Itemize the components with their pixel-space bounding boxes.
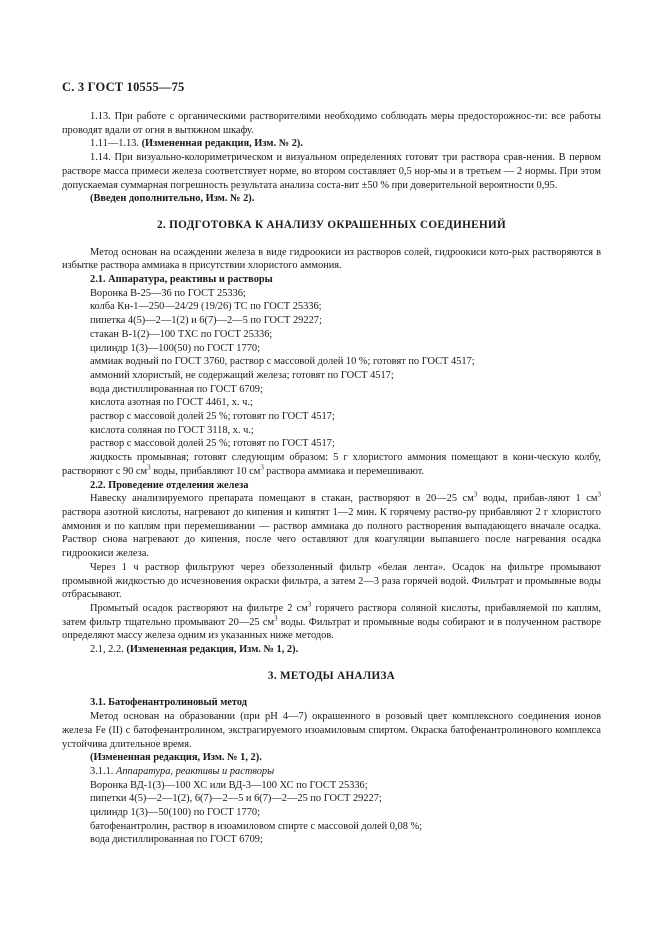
section-2-intro: Метод основан на осаждении железа в виде гидроокиси из растворов солей, гидроокиси кото-рых растворяются в избытке раствора аммиака в присутствии хлористого аммония. [62, 246, 601, 272]
list-item: пипетка 4(5)—2—1(2) и 6(7)—2—5 по ГОСТ 29227; [90, 315, 322, 327]
paragraph-1-14: 1.14. При визуально-колориметрическом и визуальном определениях готовят три раствора срав-нения. В первом растворе масса примеси железа соответствует норме, во втором составляет 0,5 нор-мы и в третьем — 2 нормы. При этом допускаемая суммарная погрешность результата анализа соста-вит ±50 % при доверительной вероятности 0,95. [62, 152, 601, 191]
paragraph-2-2-a: Навеску анализируемого препарата помещают в стакан, растворяют в 20—25 $см^3$ воды, прибав-ляют 1 $см^3$ раствора азотной кислоты, нагревают до кипения и кипятят 1—2 мин. К горячему раство-ру прибавляют 2 г хлористого аммония и по каплям при перемешивании — раствор аммиака до полного растворения выпадающего вначале осадка. Раствор снова нагревают до кипения, после чего оставляют для коагуляции выпавшего после нагревания осадка гидроокиси железа. [62, 490, 601, 560]
list-item: вода дистиллированная по ГОСТ 6709; [90, 383, 263, 395]
page-header: С. 3 ГОСТ 10555—75 [62, 80, 185, 94]
subsection-3-1-title: 3.1. Батофенантролиновый метод [90, 697, 248, 709]
list-item: раствор с массовой долей 25 %; готовят по ГОСТ 4517; [90, 411, 335, 423]
list-item: колба Кн-1—250—24/29 (19/26) ТС по ГОСТ 25336; [90, 301, 322, 313]
list-item: цилиндр 1(3)—100(50) по ГОСТ 1770; [90, 342, 260, 354]
list-item: Воронка ВД-1(3)—100 ХС или ВД-3—100 ХС по ГОСТ 25336; [90, 779, 368, 791]
list-item: аммиак водный по ГОСТ 3760, раствор с массовой долей 10 %; готовят по ГОСТ 4517; [90, 356, 475, 368]
added-note-1-14: (Введен дополнительно, Изм. № 2). [90, 193, 255, 205]
list-item: раствор с массовой долей 25 %; готовят по ГОСТ 4517; [90, 438, 335, 450]
list-item: цилиндр 1(3)—50(100) по ГОСТ 1770; [90, 807, 260, 819]
subsection-2-2-title: 2.2. Проведение отделения железа [90, 479, 249, 491]
paragraph-2-2-b: Через 1 ч раствор фильтруют через обеззоленный фильтр «белая лента». Осадок на фильтре промывают промывной жидкостью до исчезновения окраски фильтра, а затем 2—3 раза горячей водой. Фильтрат и промывные воды отбрасывают. [62, 561, 601, 601]
section-3-1-intro: Метод основан на образовании (при pH 4—7) окрашенного в розовый цвет комплексного соединения ионов железа Fe (II) с батофенантролином, экстрагируемого изоамиловым спиртом. Окраска батофенантролинового комплекса устойчива длительное время. [62, 711, 601, 750]
edit-note-3-1: (Измененная редакция, Изм. № 1, 2). [90, 752, 262, 764]
page-content [62, 110, 601, 847]
list-item: стакан В-1(2)—100 ТХС по ГОСТ 25336; [90, 328, 273, 340]
section-2-title: 2. ПОДГОТОВКА К АНАЛИЗУ ОКРАШЕННЫХ СОЕДИНЕНИЙ [157, 218, 506, 231]
subsection-2-1-title: 2.1. Аппаратура, реактивы и растворы [90, 274, 273, 286]
list-item: кислота соляная по ГОСТ 3118, х. ч.; [90, 424, 254, 436]
paragraph-2-2-c: Промытый осадок растворяют на фильтре 2 $см^3$ горячего раствора соляной кислоты, прибавляемой по каплям, затем фильтр тщательно промывают 20—25 $см^3$ воды. Фильтрат и промывные воды собирают и в полученном растворе определяют массу железа одним из указанных ниже методов. [62, 600, 602, 642]
list-item: Воронка В-25—36 по ГОСТ 25336; [90, 287, 246, 299]
edit-note-1-11-1-13: 1.11—1.13. (Измененная редакция, Изм. № 2). [90, 138, 303, 150]
list-item: пипетки 4(5)—2—1(2), 6(7)—2—5 и 6(7)—2—25 по ГОСТ 29227; [90, 793, 382, 805]
list-item: батофенантролин, раствор в изоамиловом спирте с массовой долей 0,08 %; [90, 820, 423, 832]
edit-note-2-1-2-2: 2.1, 2.2. (Измененная редакция, Изм. № 1, 2). [90, 644, 299, 656]
list-item: вода дистиллированная по ГОСТ 6709; [90, 834, 263, 846]
wash-liquid-item: жидкость промывная; готовят следующим образом: 5 г хлористого аммония помещают в кони-ческую колбу, растворяют с 90 $см^3$ воды, прибавляют 10 $см^3$ раствора аммиака и перемешивают. [62, 452, 601, 477]
paragraph-1-13: 1.13. При работе с органическими растворителями необходимо соблюдать меры предосторожнос-ти: все работы проводят вдали от огня в вытяжном шкафу. [62, 111, 601, 136]
subsection-3-1-1-title: 3.1.1. Аппаратура, реактивы и растворы [90, 765, 275, 777]
list-item: кислота азотная по ГОСТ 4461, х. ч.; [90, 397, 253, 409]
section-3-title: 3. МЕТОДЫ АНАЛИЗА [267, 669, 396, 682]
list-item: аммоний хлористый, не содержащий железа; готовят по ГОСТ 4517; [90, 369, 394, 381]
